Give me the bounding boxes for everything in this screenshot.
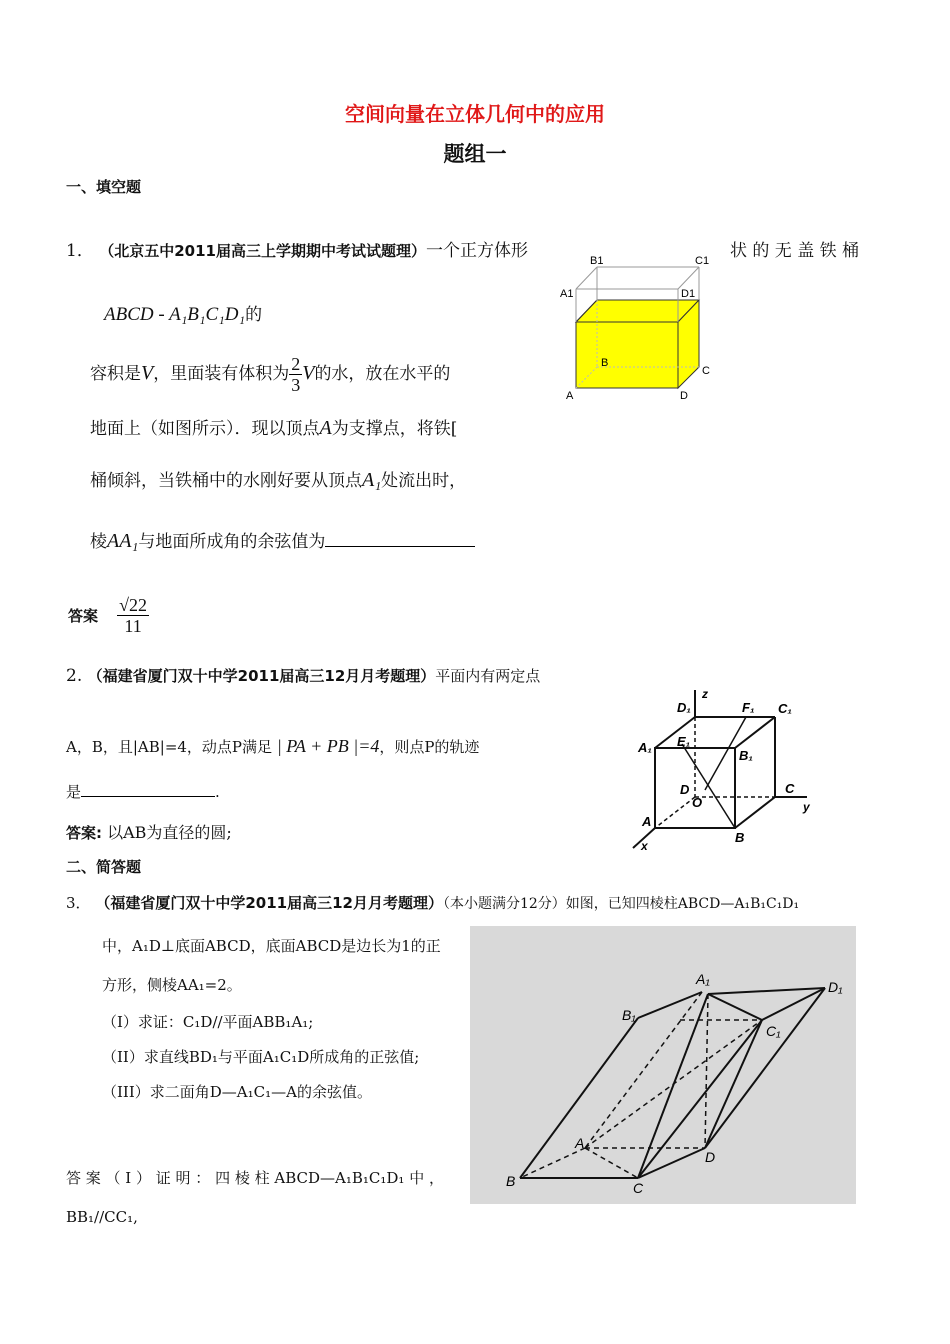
- q2-label-o: O: [692, 795, 703, 810]
- q1-answer: [68, 595, 149, 636]
- q1-formula: ABCD - A₁B₁C₁D₁: [104, 304, 246, 325]
- q2-axis-x: x: [641, 839, 648, 853]
- q3-number: 3．: [66, 894, 91, 912]
- q2-number: 2.: [66, 666, 83, 686]
- q3-label-c: C: [633, 1180, 644, 1196]
- q1-vertex-a1: A₁: [362, 469, 382, 491]
- q1-frac-den: 3: [291, 375, 301, 395]
- q2-line3: [66, 781, 220, 802]
- q1-cube-figure: [550, 250, 730, 410]
- q3-label-a: A: [575, 1135, 585, 1151]
- q1-source: （北京五中2011届高三上学期期中考试试题理）: [99, 242, 426, 260]
- q1-answer-fraction: [117, 595, 149, 636]
- q2-label-b1: B₁: [739, 748, 753, 763]
- q2-label-a: A: [642, 814, 652, 829]
- q1-line6-a: 棱: [90, 532, 107, 552]
- q1-line3-c: 的水，放在水平的: [314, 364, 451, 384]
- q2-label-b: B: [735, 830, 745, 845]
- section-heading-fill: 一、填空题: [66, 178, 142, 196]
- q1-answer-den: 11: [124, 616, 142, 636]
- q3-label-d1: D₁: [828, 979, 843, 995]
- q2-text-a: 平面内有两定点: [435, 667, 541, 685]
- q3-label-a1: A₁: [696, 971, 710, 987]
- q3-label-c1: C₁: [766, 1023, 781, 1039]
- q3-label-b: B: [506, 1173, 516, 1189]
- q1-number: 1．: [66, 241, 94, 261]
- q1-line6-b: 与地面所成角的余弦值为: [138, 532, 326, 552]
- section-heading-answer: 二、简答题: [66, 858, 142, 876]
- q2-line1: [66, 665, 540, 686]
- q2-answer-text: 以AB为直径的圆;: [107, 823, 232, 842]
- q3-line3: 方形，侧棱AA₁=2。: [102, 976, 242, 994]
- q1-label-a1: A1: [560, 288, 574, 300]
- q3-item-2: （II）求直线BD₁与平面A₁C₁D所成角的正弦值;: [102, 1048, 420, 1066]
- q2-label-a1: A₁: [638, 740, 652, 755]
- q3-line1: [66, 892, 799, 913]
- q1-formula-suffix: 的: [245, 305, 263, 325]
- q2-source: （福建省厦门双十中学2011届高三12月月考题理）: [87, 667, 436, 685]
- q3-item-3: （III）求二面角D—A₁C₁—A的余弦值。: [102, 1083, 372, 1101]
- q1-label-b1: B1: [590, 255, 604, 267]
- q2-vector-expression: | PA + PB |=4: [276, 736, 380, 756]
- q1-vertex-a: A: [319, 417, 332, 439]
- q2-line3-b: .: [215, 783, 220, 801]
- q1-line3: [90, 354, 450, 395]
- q3-source: （福建省厦门双十中学2011届高三12月月考题理）: [95, 894, 443, 912]
- q2-label-d: D: [680, 782, 690, 797]
- q2-label-c: C: [785, 781, 795, 796]
- q2-label-e1: E₁: [677, 734, 691, 749]
- q2-line3-a: 是: [66, 783, 82, 801]
- q2-cube-figure: [625, 680, 825, 855]
- q1-volume-symbol-2: V: [302, 362, 315, 384]
- q1-answer-blank: [325, 545, 475, 547]
- page-title: 空间向量在立体几何中的应用: [345, 102, 605, 126]
- q1-fraction: [289, 354, 302, 395]
- q3-text-a: （本小题满分12分）如图，已知四棱柱ABCD—A₁B₁C₁D₁: [442, 896, 800, 912]
- q1-answer-label: 答案: [68, 607, 99, 625]
- q2-answer-blank: [81, 795, 215, 797]
- q2-answer: [66, 820, 232, 843]
- q2-label-c1: C₁: [778, 701, 792, 716]
- q1-label-d: D: [680, 390, 688, 402]
- q3-answer-line: 答 案 （ I ） 证 明 ： 四 棱 柱 ABCD—A₁B₁C₁D₁ 中 ，: [66, 1169, 444, 1187]
- q1-label-a: A: [566, 390, 574, 402]
- q1-label-b: B: [601, 357, 609, 369]
- q1-text-a: 一个正方体形: [426, 241, 528, 261]
- q1-line3-a: 容积是: [90, 364, 141, 384]
- q1-line6: [90, 527, 475, 553]
- q1-volume-symbol: V: [141, 362, 154, 384]
- q2-answer-label: 答案:: [66, 824, 102, 842]
- q2-axis-y: y: [803, 800, 810, 814]
- q1-line5: [90, 466, 466, 492]
- q3-label-d: D: [705, 1149, 716, 1165]
- q1-line5-a: 桶倾斜，当铁桶中的水刚好要从顶点: [90, 471, 362, 491]
- q1-label-c: C: [702, 365, 710, 377]
- q2-line2-a: A，B，且|AB|=4，动点P满足: [66, 738, 273, 756]
- q3-prism-figure: [470, 926, 856, 1204]
- q2-axis-z: z: [702, 687, 708, 701]
- q1-answer-num: √22: [119, 595, 147, 615]
- q1-label-c1: C1: [695, 255, 710, 267]
- q3-label-b1: B₁: [622, 1007, 636, 1023]
- q2-label-d1: D₁: [677, 700, 691, 715]
- q2-line2: [66, 736, 479, 757]
- q3-answer-line2: BB₁//CC₁,: [66, 1208, 138, 1226]
- q3-item-1: （I）求证：C₁D//平面ABB₁A₁;: [102, 1013, 314, 1031]
- q1-line3-b: ，里面装有体积为: [153, 364, 290, 384]
- q1-frac-num: 2: [291, 354, 301, 374]
- q1-edge-aa1: AA₁: [107, 530, 139, 552]
- q1-text-b: 状 的 无 盖 铁 桶: [730, 241, 860, 261]
- q1-line5-b: 处流出时，: [381, 471, 467, 491]
- q1-line4-b: 为支撑点，将铁[: [331, 419, 458, 439]
- q1-label-d1: D1: [681, 288, 696, 300]
- q3-line2: 中，A₁D⊥底面ABCD，底面ABCD是边长为1的正: [102, 937, 441, 955]
- q1-line1: [66, 236, 528, 261]
- q1-line4-a: 地面上（如图所示）．现以顶点: [90, 419, 320, 439]
- q2-line2-b: ，则点P的轨迹: [379, 738, 480, 756]
- page-subtitle: 题组一: [443, 141, 507, 166]
- q2-label-f1: F₁: [742, 700, 755, 715]
- q1-formula-line: [104, 300, 262, 326]
- q1-line4: [90, 414, 457, 440]
